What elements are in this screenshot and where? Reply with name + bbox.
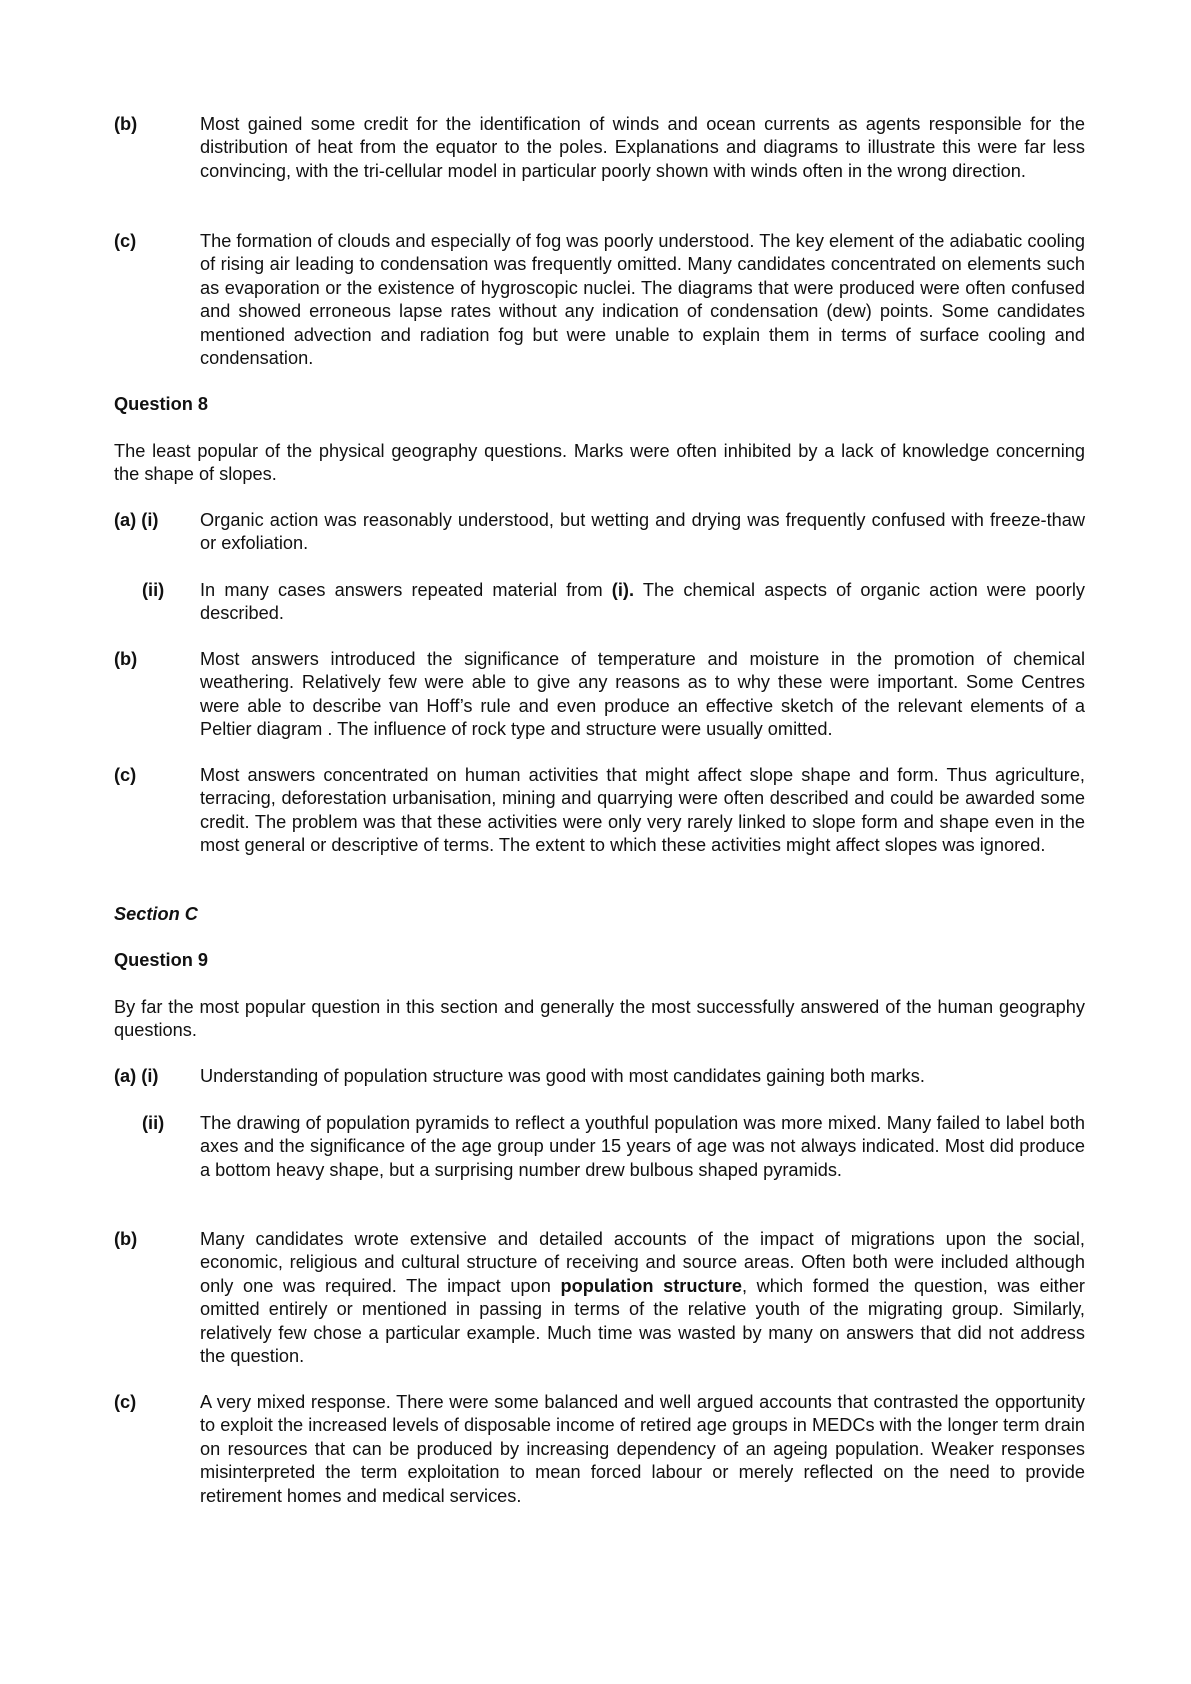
part-label: (c)	[114, 231, 137, 251]
part-text: Organic action was reasonably understood, but wetting and drying was frequently confused with freeze-thaw or exfoliation.	[200, 510, 1085, 554]
q9-part-a-ii	[114, 1112, 1085, 1182]
q9-part-a-i	[114, 1065, 1085, 1088]
q8-part-b	[114, 648, 1085, 742]
q8-part-c	[114, 764, 1085, 858]
q8-part-a-i	[114, 509, 1085, 556]
question-9-intro: By far the most popular question in this section and generally the most successfully answered of the human geography questions.	[114, 997, 1085, 1041]
part-text: The formation of clouds and especially of fog was poorly understood. The key element of the adiabatic cooling of rising air leading to condensation was frequently omitted. Many candidates concentrated on elements such as evaporation or the existence of hygroscopic nuclei. The diagrams that were produced were often confused and showed erroneous lapse rates without any indication of condensation (dew) points. Some candidates mentioned advection and radiation fog but were unable to explain them in terms of surface cooling and condensation.	[200, 231, 1085, 369]
q8-part-a-ii	[114, 579, 1085, 626]
q7-part-b	[114, 113, 1085, 183]
part-text: Understanding of population structure was good with most candidates gaining both marks.	[200, 1066, 925, 1086]
part-text: The drawing of population pyramids to reflect a youthful population was more mixed. Many failed to label both axes and the significance of the age group under 15 years of age was not always indicated. Most did produce a bottom heavy shape, but a surprising number drew bulbous shaped pyramids.	[200, 1113, 1085, 1180]
part-label: (c)	[114, 1392, 137, 1412]
part-label: (ii)	[142, 580, 165, 600]
q7-part-c	[114, 230, 1085, 370]
part-label: (c)	[114, 765, 137, 785]
part-label: (b)	[114, 1229, 138, 1249]
bold-reference: (i).	[611, 580, 635, 600]
q9-part-c	[114, 1391, 1085, 1508]
part-label: (a) (i)	[114, 510, 159, 530]
part-label: (a) (i)	[114, 1066, 159, 1086]
part-label: (b)	[114, 649, 138, 669]
part-text	[200, 1228, 1085, 1368]
text-segment: The chemical aspects of organic action were poorly described.	[200, 580, 1085, 624]
question-8-intro: The least popular of the physical geography questions. Marks were often inhibited by a lack of knowledge concerning the shape of slopes.	[114, 441, 1085, 485]
section-c-heading: Section C	[114, 904, 198, 924]
part-text: Most answers introduced the significance of temperature and moisture in the promotion of chemical weathering. Relatively few were able to give any reasons as to why these were important. Some Centres were able to describe van Hoff’s rule and even produce an effective sketch of the relevant elements of a Peltier diagram . The influence of rock type and structure were usually omitted.	[200, 649, 1085, 740]
bold-term: population structure	[560, 1275, 742, 1296]
text-segment: , which formed the question, was either omitted entirely or mentioned in passing in terms of the relative youth of the migrating group. Similarly, relatively few chose a particular example. Much time was wasted by many on answers that did not address the question.	[200, 1275, 1085, 1367]
part-label: (ii)	[142, 1113, 165, 1133]
part-label: (b)	[114, 114, 138, 134]
part-text: Most answers concentrated on human activities that might affect slope shape and form. Thus agriculture, terracing, deforestation urbanisation, mining and quarrying were often described and could be awarded some credit. The problem was that these activities were only very rarely linked to slope form and shape even in the most general or descriptive of terms. The extent to which these activities might affect slopes was ignored.	[200, 765, 1085, 856]
question-9-heading: Question 9	[114, 950, 208, 970]
part-text	[200, 579, 1085, 626]
part-text: Most gained some credit for the identification of winds and ocean currents as agents responsible for the distribution of heat from the equator to the poles. Explanations and diagrams to illustrate this were far less convincing, with the tri-cellular model in particular poorly shown with winds often in the wrong direction.	[200, 114, 1085, 181]
part-text: A very mixed response. There were some balanced and well argued accounts that contrasted the opportunity to exploit the increased levels of disposable income of retired age groups in MEDCs with the longer term drain on resources that can be produced by increasing dependency of an ageing population. Weaker responses misinterpreted the term exploitation to mean forced labour or merely reflected on the need to provide retirement homes and medical services.	[200, 1392, 1085, 1506]
text-segment: Many candidates wrote extensive and detailed accounts of the impact of migrations upon the social, economic, religious and cultural structure of receiving and source areas. Often both were included although only one was required. The impact upon	[200, 1229, 1085, 1296]
question-8-heading: Question 8	[114, 394, 208, 414]
q9-part-b	[114, 1228, 1085, 1368]
text-segment: In many cases answers repeated material from	[200, 580, 612, 600]
